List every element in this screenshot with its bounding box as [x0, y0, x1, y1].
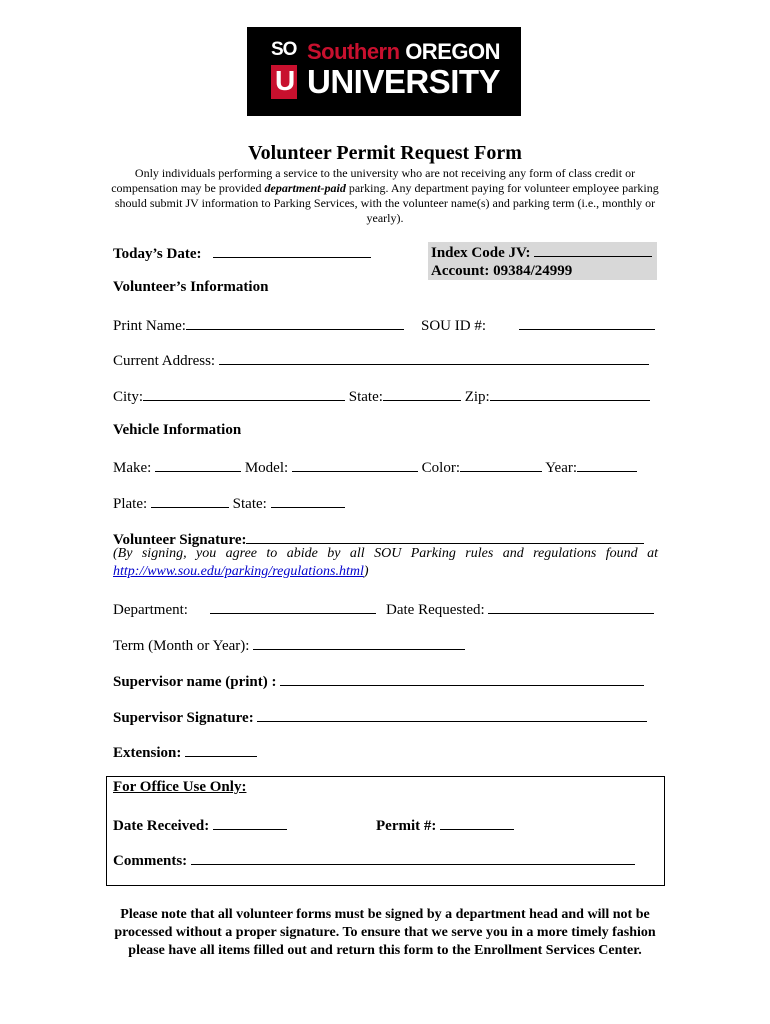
- plate-state-field[interactable]: [271, 493, 345, 508]
- sou-id-row: [421, 315, 655, 335]
- make-field[interactable]: [155, 457, 241, 472]
- logo-u-box: [271, 65, 297, 99]
- sou-id-field[interactable]: [519, 315, 655, 330]
- permit-row: [376, 815, 514, 835]
- todays-date-row: [113, 243, 371, 263]
- form-title: Volunteer Permit Request Form: [248, 142, 522, 164]
- current-address-label: Current Address:: [113, 353, 216, 369]
- comments-field[interactable]: [191, 850, 635, 865]
- model-field[interactable]: [292, 457, 418, 472]
- plate-row: [113, 493, 345, 513]
- color-field[interactable]: [460, 457, 542, 472]
- todays-date-label: Today’s Date:: [113, 246, 202, 262]
- intro-paragraph: [110, 166, 660, 226]
- supervisor-name-field[interactable]: [280, 671, 644, 686]
- department-row: [113, 599, 376, 619]
- plate-field[interactable]: [151, 493, 229, 508]
- supervisor-name-label: Supervisor name (print) :: [113, 674, 277, 690]
- plate-label: Plate:: [113, 496, 148, 512]
- permit-label: Permit #:: [376, 818, 437, 834]
- index-code-label: Index Code JV:: [431, 245, 531, 261]
- city-label: City:: [113, 389, 144, 405]
- state-field[interactable]: [383, 386, 461, 401]
- year-field[interactable]: [577, 457, 637, 472]
- color-label: Color:: [421, 460, 461, 476]
- extension-field[interactable]: [185, 742, 257, 757]
- permit-field[interactable]: [440, 815, 514, 830]
- print-name-field[interactable]: [186, 315, 404, 330]
- city-row: [113, 386, 650, 406]
- logo-u-text: U: [275, 65, 296, 96]
- index-code-field[interactable]: [534, 242, 652, 257]
- logo-southern: Southern: [307, 39, 400, 64]
- department-field[interactable]: [210, 599, 376, 614]
- date-received-label: Date Received:: [113, 818, 210, 834]
- year-label: Year:: [545, 460, 578, 476]
- signature-note-suffix: ): [363, 564, 369, 579]
- footer-note: Please note that all volunteer forms must be signed by a department head and will not be processed without a proper signature. To ensure that we serve you in a more timely fashion please have all items filled out and return this form to the Enrollment Services Center.: [114, 907, 656, 958]
- volunteer-info-heading: Volunteer’s Information: [113, 279, 269, 295]
- logo-university: UNIVERSITY: [307, 63, 501, 100]
- index-code-box: [428, 242, 657, 280]
- current-address-field[interactable]: [219, 350, 649, 365]
- office-use-heading: For Office Use Only:: [113, 779, 247, 795]
- intro-emphasis: department-paid: [264, 181, 346, 195]
- date-received-row: [113, 815, 287, 835]
- vehicle-info-heading: Vehicle Information: [113, 422, 242, 438]
- signature-note: [113, 545, 658, 581]
- account-label: Account: 09384/24999: [431, 263, 573, 279]
- term-field[interactable]: [253, 635, 465, 650]
- current-address-row: [113, 350, 649, 370]
- make-label: Make:: [113, 460, 152, 476]
- intro-part2: parking. Any department paying for volunteer employee parking should submit JV information to Parking Services, with the volunteer name(s) and parking term (i.e., monthly or yearly).: [114, 181, 659, 225]
- supervisor-signature-field[interactable]: [257, 707, 647, 722]
- zip-label: Zip:: [464, 389, 490, 405]
- date-requested-label: Date Requested:: [386, 602, 485, 618]
- term-row: [113, 635, 465, 655]
- date-received-field[interactable]: [213, 815, 287, 830]
- comments-row: [113, 850, 635, 870]
- term-label: Term (Month or Year):: [113, 638, 250, 654]
- intro-part1: Only individuals performing a service to the university who are not receiving any form of class credit or compensation may be provided: [111, 166, 636, 195]
- date-requested-row: [386, 599, 654, 619]
- supervisor-signature-row: [113, 707, 647, 727]
- logo-so-text: SO: [271, 39, 297, 60]
- plate-state-label: State:: [232, 496, 267, 512]
- parking-regulations-link[interactable]: http://www.sou.edu/parking/regulations.html: [113, 564, 364, 579]
- logo-oregon: OREGON: [405, 39, 500, 64]
- model-label: Model:: [244, 460, 289, 476]
- supervisor-signature-label: Supervisor Signature:: [113, 710, 254, 726]
- sou-id-label: SOU ID #:: [421, 318, 487, 334]
- extension-row: [113, 742, 257, 762]
- sou-logo: [247, 27, 521, 116]
- volunteer-signature-label: Volunteer Signature:: [113, 532, 247, 548]
- city-field[interactable]: [143, 386, 345, 401]
- logo-line1: [307, 39, 500, 65]
- vehicle-row: [113, 457, 637, 477]
- signature-note-prefix: (By signing, you agree to abide by all SOU Parking rules and regulations found at: [113, 546, 658, 561]
- index-code-row: [428, 242, 657, 262]
- state-label: State:: [348, 389, 383, 405]
- volunteer-signature-field[interactable]: [246, 529, 644, 544]
- comments-label: Comments:: [113, 853, 188, 869]
- print-name-label: Print Name:: [113, 318, 186, 334]
- department-label: Department:: [113, 602, 188, 618]
- todays-date-field[interactable]: [213, 243, 371, 258]
- zip-field[interactable]: [490, 386, 650, 401]
- date-requested-field[interactable]: [488, 599, 654, 614]
- extension-label: Extension:: [113, 745, 182, 761]
- print-name-row: [113, 315, 404, 335]
- supervisor-name-row: [113, 671, 644, 691]
